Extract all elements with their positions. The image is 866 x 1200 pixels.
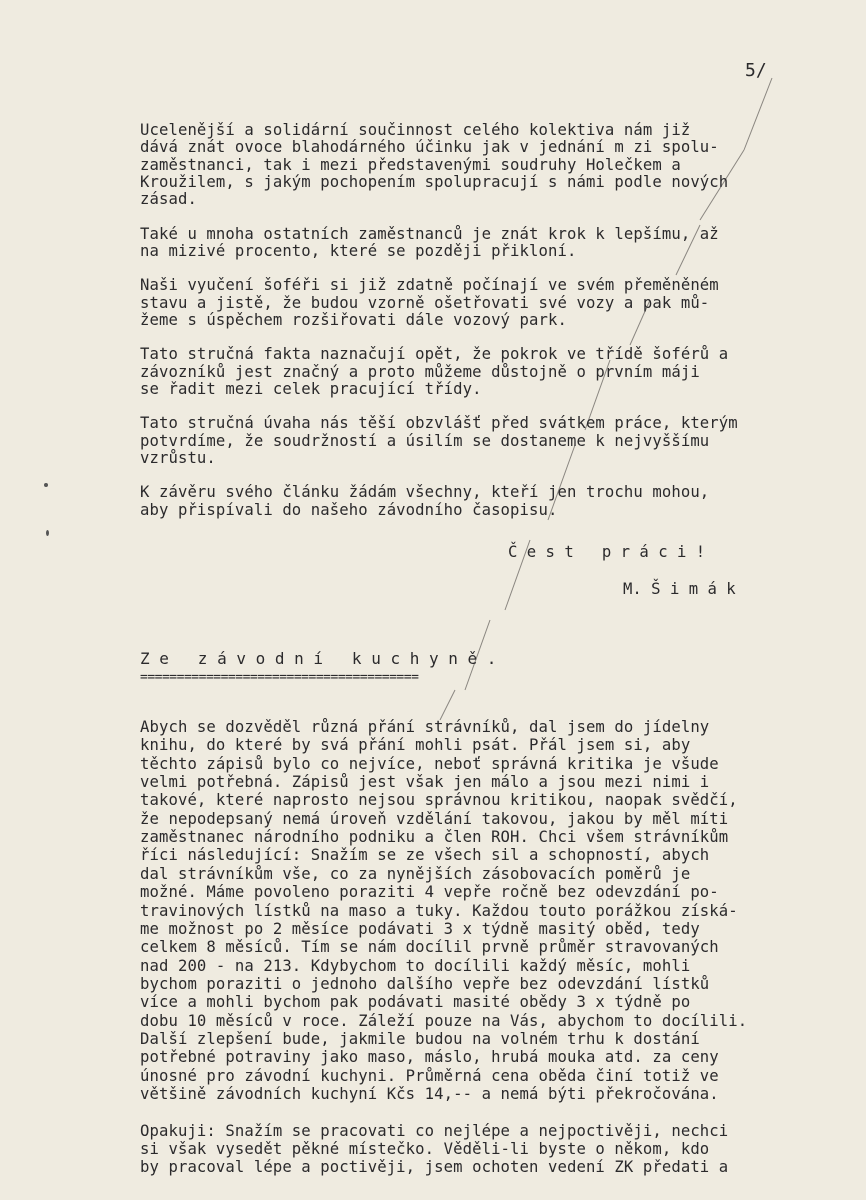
text-line: K závěru svého článku žádám všechny, kteří jen trochu mohou, xyxy=(140,483,710,502)
text-line: dal strávníkům vše, co za nynějších zásobovacích poměrů je xyxy=(140,864,691,883)
text-line: se řadit mezi celek pracující třídy. xyxy=(140,379,482,398)
text-line: Opakuji: Snažím se pracovati co nejlépe a nejpoctivěji, nechci xyxy=(140,1121,729,1140)
text-line: Naši vyučení šoféři si již zdatně počínají ve svém přeměněném xyxy=(140,276,719,295)
text-line: vzrůstu. xyxy=(140,448,216,467)
text-line: dobu 10 měsíců v roce. Záleží pouze na Vás, abychom to docílili. xyxy=(140,1011,748,1030)
text-line: celkem 8 měsíců. Tím se nám docílil prvně průměr stravovaných xyxy=(140,938,719,957)
punch-hole-lower xyxy=(46,530,49,536)
text-line: by pracoval lépe a poctivěji, jsem ochoten vedení ZK předati a xyxy=(140,1158,729,1177)
page-number: 5/ xyxy=(745,60,767,81)
text-line: únosné pro závodní kuchyni. Průměrná cena oběda činí totiž ve xyxy=(140,1066,719,1085)
text-line: zaměstnanec národního podniku a člen ROH. Chci všem strávníkům xyxy=(140,828,729,847)
text-line: zásad. xyxy=(140,190,197,208)
text-line: říci následující: Snažím se ze všech sil a schopností, abych xyxy=(140,846,710,865)
text-line: dává znát ovoce blahodárného účinku jak v jednání m zi spolu- xyxy=(140,138,719,157)
text-line: většině závodních kuchyní Kčs 14,-- a nemá býti překročována. xyxy=(140,1085,719,1103)
text-line: stavu a jistě, že budou vzorně ošetřovati své vozy a pak mů- xyxy=(140,293,710,312)
heading-underline: ====================================== xyxy=(140,670,419,685)
text-line: takové, které naprosto nejsou správnou kritikou, naopak svědčí, xyxy=(140,791,738,810)
text-line: Ucelenější a solidární součinnost celého kolektiva nám již xyxy=(140,121,691,139)
text-line: zaměstnanci, tak i mezi představenými soudruhy Holečkem a xyxy=(140,155,681,174)
text-line: aby přispívali do našeho závodního časopisu. xyxy=(140,500,558,519)
text-line: žeme s úspěchem rozšiřovati dále vozový park. xyxy=(140,310,567,329)
text-line: Kroužilem, s jakým pochopením spolupracují s námi podle nových xyxy=(140,172,729,191)
section-heading: Z e z á v o d n í k u c h y n ě . xyxy=(140,649,497,668)
text-line: potřebné potraviny jako maso, máslo, hrubá mouka atd. za ceny xyxy=(140,1048,719,1067)
text-line: bychom poraziti o jednoho dalšího vepře bez odevzdání lístků xyxy=(140,974,710,993)
text-line: na mizivé procento, které se později přikloní. xyxy=(140,241,577,260)
text-line: me možnost po 2 měsíce podávati 3 x týdně masitý oběd, tedy xyxy=(140,919,700,938)
punch-hole-upper xyxy=(44,483,48,487)
text-line: Také u mnoha ostatních zaměstnanců je znát krok k lepšímu, až xyxy=(140,224,719,243)
text-line: knihu, do které by svá přání mohli psát. Přál jsem si, aby xyxy=(140,736,691,755)
text-line: více a mohli bychom pak podávati masité obědy 3 x týdně po xyxy=(140,993,691,1012)
text-line: si však vysedět pěkné místečko. Věděli-li byste o někom, kdo xyxy=(140,1140,710,1159)
text-line: nad 200 - na 213. Kdybychom to docílili každý měsíc, mohli xyxy=(140,956,691,975)
text-line: Tato stručná fakta naznačují opět, že pokrok ve třídě šoférů a xyxy=(140,345,729,364)
text-line: závozníků jest značný a proto můžeme důstojně o prvním máji xyxy=(140,362,700,381)
text-line: Abych se dozvěděl různá přání strávníků, dal jsem do jídelny xyxy=(140,718,710,736)
text-line: že nepodepsaný nemá úroveň vzdělání takovou, jakou by měl míti xyxy=(140,809,729,828)
signoff-author: M. Š i m á k xyxy=(623,580,736,598)
text-line: možné. Máme povoleno poraziti 4 vepře ročně bez odevzdání po- xyxy=(140,883,719,902)
text-line: potvrdíme, že soudržností a úsilím se dostaneme k nejvyššímu xyxy=(140,431,710,450)
signoff-motto: Č e s t p r á c i ! xyxy=(508,543,706,561)
text-line: Tato stručná úvaha nás těší obzvlášť před svátkem práce, kterým xyxy=(140,414,738,433)
text-line: těchto zápisů bylo co nejvíce, neboť správná kritika je všude xyxy=(140,754,719,773)
text-line: travinových lístků na maso a tuky. Každou touto porážkou získá- xyxy=(140,901,738,920)
text-line: Další zlepšení bude, jakmile budou na volném trhu k dostání xyxy=(140,1029,700,1048)
text-line: velmi potřebná. Zápisů jest však jen málo a jsou mezi nimi i xyxy=(140,773,710,792)
